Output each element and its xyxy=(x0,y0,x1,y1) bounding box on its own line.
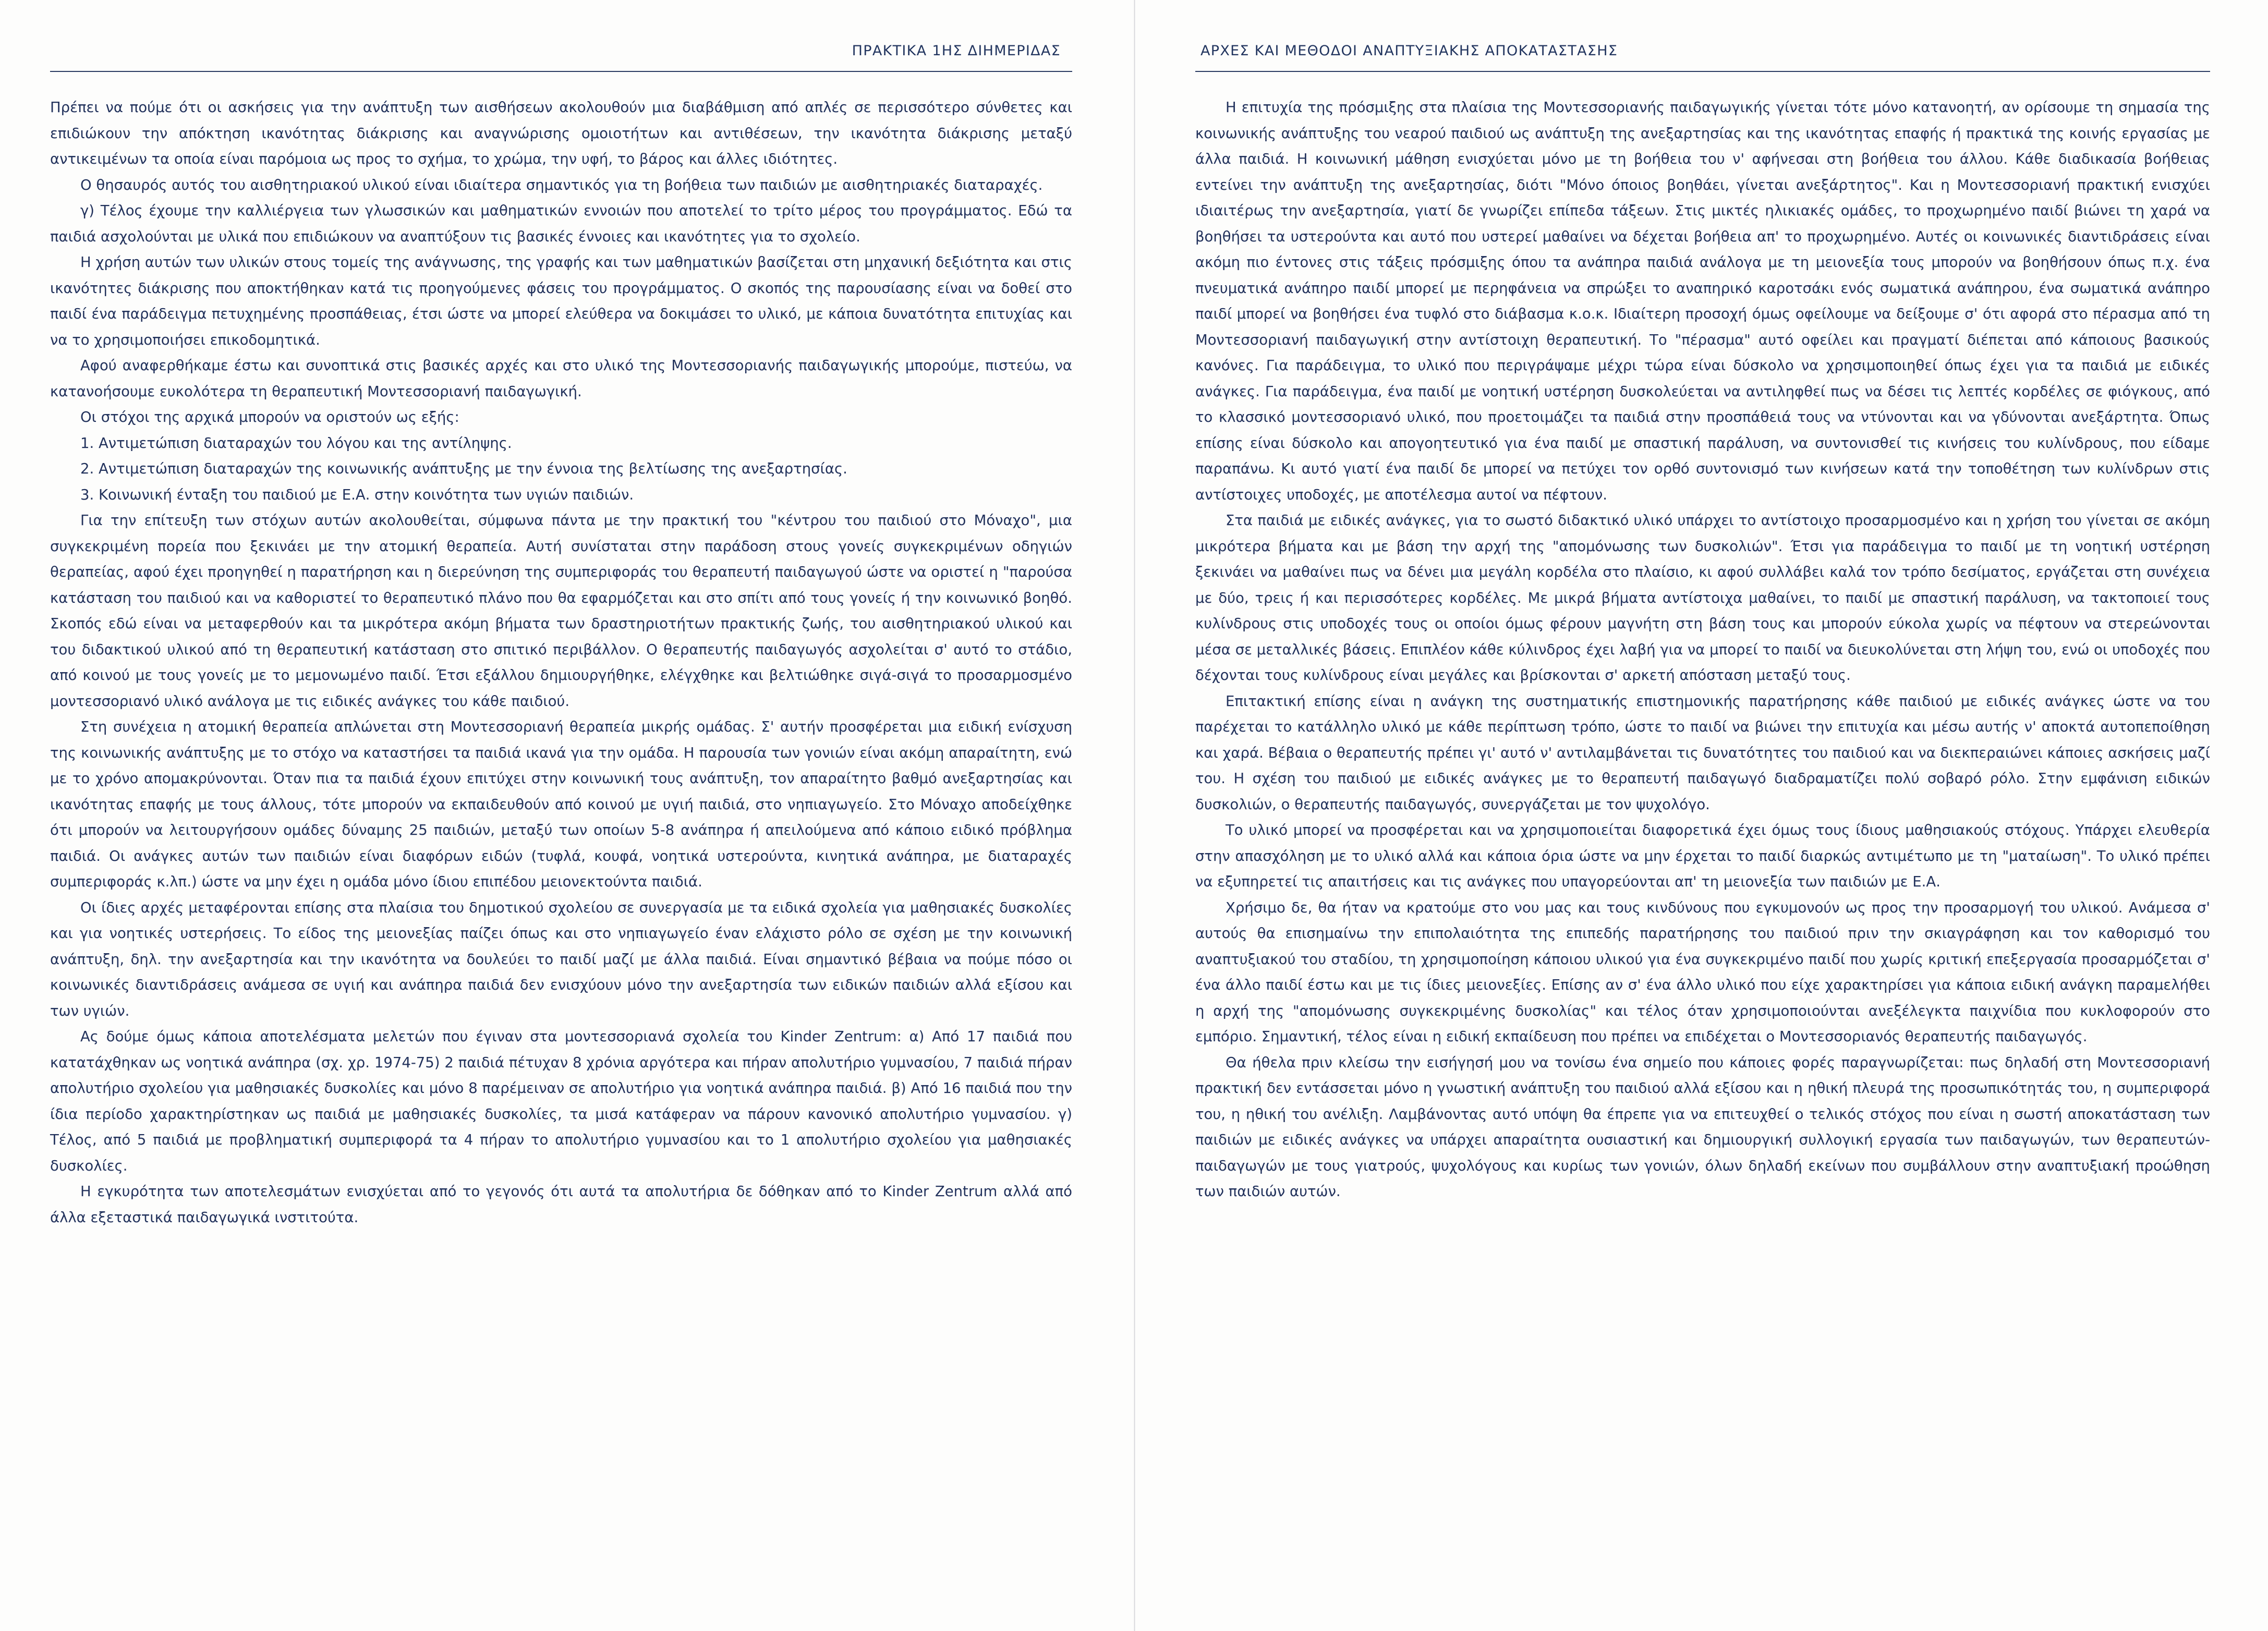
goals-intro: Οι στόχοι της αρχικά μπορούν να οριστούν ως εξής: xyxy=(80,409,459,425)
right-page xyxy=(1134,0,2267,1631)
paragraph: Η χρήση αυτών των υλικών στους τομείς της ανάγνωσης, της γραφής και των μαθηματικών βασίζεται στη μηχανική δεξιότητα και στις ικανότητες διάκρισης που αποκτήθηκαν κατά τις προηγούμενες φάσεις του προγράμματος. Ο σκοπός της παρουσίασης είναι να δοθεί στο παιδί ένα παράδειγμα πετυχημένης προσπάθειας, έτσι ώστε να μπορεί ελεύθερα να δοκιμάσει το υλικό, με κάποια δυνατότητα επιτυχίας και να το χρησιμοποιήσει επικοδομητικά. xyxy=(50,254,1072,348)
goal-item-1: 1. Αντιμετώπιση διαταραχών του λόγου και της αντίληψης. xyxy=(80,434,512,452)
paragraph: Το υλικό μπορεί να προσφέρεται και να χρησιμοποιείται διαφορετικά έχει όμως τους ίδιους μαθησιακούς στόχους. Υπάρχει ελευθερία στην απασχόληση με το υλικό αλλά και κάποια όρια ώστε να μην έρχεται το παιδί διαρκώς αντιμέτωπο με τη "ματαίωση". Το υλικό πρέπει να εξυπηρετεί τις απαιτήσεις και τις ανάγκες που υπαγορεύονται απ' τη μειονεξία των παιδιών με Ε.Α. xyxy=(1195,822,2210,890)
paragraph: Ο θησαυρός αυτός του αισθητηριακού υλικού είναι ιδιαίτερα σημαντικός για τη βοήθεια των παιδιών με αισθητηριακές διαταραχές. xyxy=(80,176,1043,193)
paragraph: Επιτακτική επίσης είναι η ανάγκη της συστηματικής επιστημονικής παρατήρησης κάθε παιδιού με ειδικές ανάγκες ώστε να του παρέχεται το κατάλληλο υλικό με κάθε περίπτωση τρόπο, ώστε το παιδί να βιώνει την επιτυχία και μέσω αυτής ν' αποκτά αυτοπεποίθηση και χαρά. Βέβαια ο θεραπευτής πρέπει γι' αυτό ν' αντιλαμβάνεται τις δυνατότητες του παιδιού και να διεκπεραιώνει κάποιες ασκήσεις μαζί του. Η σχέση του παιδιού με ειδικές ανάγκες με το θεραπευτή παιδαγωγό διαδραματίζει πολύ σοβαρό ρόλο. Στην εμφάνιση ειδικών δυσκολιών, ο θεραπευτής παιδαγωγός, συνεργάζεται με τον ψυχολόγο. xyxy=(1195,692,2210,813)
left-page-body xyxy=(50,95,1072,1231)
paragraph: Στη συνέχεια η ατομική θεραπεία απλώνεται στη Μοντεσσοριανή θεραπεία μικρής ομάδας. Σ' αυτήν προσφέρεται μια ειδική ενίσχυση της κοινωνικής ανάπτυξης με το στόχο να καταστήσει τα παιδιά ικανά για την ομάδα. Η παρουσία των γονιών είναι ακόμη απαραίτητη, ενώ με το χρόνο απομακρύνονται. Όταν πια τα παιδιά έχουν επιτύχει στην κοινωνική τους ανάπτυξη, τον απαραίτητο βαθμό ανεξαρτησίας και ικανότητας επαφής με τους άλλους, τότε μπορούν να εκπαιδευθούν από κοινού με υγιή παιδιά, στο νηπιαγωγείο. Στο Μόναχο αποδείχθηκε ότι μπορούν να λειτουργήσουν ομάδες δύναμης 25 παιδιών, μεταξύ των οποίων 5-8 ανάπηρα ή απειλούμενα από κάποιο ειδικό πρόβλημα παιδιά. Οι ανάγκες αυτών των παιδιών είναι διαφόρων ειδών (τυφλά, κουφά, νοητικά υστερούντα, κινητικά ανάπηρα, με διαταραχές συμπεριφοράς κ.λπ.) ώστε να μην έχει η ομάδα μόνο ίδιου επιπέδου μειονεκτούντα παιδιά. xyxy=(50,719,1072,890)
paragraph: Η εγκυρότητα των αποτελεσμάτων ενισχύεται από το γεγονός ότι αυτά τα απολυτήρια δε δόθηκαν από το Kinder Zentrum αλλά από άλλα εξεταστικά παιδαγωγικά ινστιτούτα. xyxy=(50,1183,1072,1226)
goal-item-3: 3. Κοινωνική ένταξη του παιδιού με Ε.Α. στην κοινότητα των υγιών παιδιών. xyxy=(80,486,634,503)
right-page-body xyxy=(1195,95,2210,1205)
paragraph: Αφού αναφερθήκαμε έστω και συνοπτικά στις βασικές αρχές και στο υλικό της Μοντεσσοριανής παιδαγωγικής μπορούμε, πιστεύω, να κατανοήσουμε ευκολότερα τη θεραπευτική Μοντεσσοριανή παιδαγωγική. xyxy=(50,357,1072,400)
goal-item-2: 2. Αντιμετώπιση διαταραχών της κοινωνικής ανάπτυξης με την έννοια της βελτίωσης της ανεξαρτησίας. xyxy=(80,460,847,477)
left-header-rule xyxy=(50,71,1072,72)
right-header-rule xyxy=(1195,71,2210,72)
left-running-head: ΠΡΑΚΤΙΚΑ 1ΗΣ ΔΙΗΜΕΡΙΔΑΣ xyxy=(852,43,1061,59)
paragraph: Ας δούμε όμως κάποια αποτελέσματα μελετών που έγιναν στα μοντεσσοριανά σχολεία του Kinder Zentrum: α) Από 17 παιδιά που κατατάχθηκαν ως νοητικά ανάπηρα (σχ. χρ. 1974-75) 2 παιδιά πέτυχαν 8 χρόνια αργότερα και πήραν απολυτήριο γυμνασίου, 7 παιδιά πήραν απολυτήριο σχολείου για μαθησιακές δυσκολίες και μόνο 8 παρέμειναν σε απολυτήριο για νοητικά ανάπηρα παιδιά. β) Από 16 παιδιά που την ίδια περίοδο χαρακτηρίστηκαν ως παιδιά με μαθησιακές δυσκολίες, τα μισά κατάφεραν να πάρουν κανονικό απολυτήριο γυμνασίου. γ) Τέλος, από 5 παιδιά με προβληματική συμπεριφορά τα 4 πήραν το απολυτήριο γυμνασίου και το 1 απολυτήριο σχολείου για μαθησιακές δυσκολίες. xyxy=(50,1028,1072,1174)
paragraph: Στα παιδιά με ειδικές ανάγκες, για το σωστό διδακτικό υλικό υπάρχει το αντίστοιχο προσαρμοσμένο και η χρήση του γίνεται σε ακόμη μικρότερα βήματα και με βάση την αρχή της "απομόνωσης των δυσκολιών". Έτσι για παράδειγμα το παιδί με τη νοητική υστέρηση ξεκινάει να μαθαίνει πως να δένει μια μεγάλη κορδέλα στο πλαίσιο, κι αφού συλλάβει καλά τον τρόπο δεσίματος, εργάζεται στη συνέχεια με δύο, τρεις ή και περισσότερες κορδέλες. Με μικρά βήματα αντίστοιχα μαθαίνει, το παιδί με σπαστική παράλυση, να τακτοποιεί τους κυλίνδρους στις υποδοχές τους οι οποίοι όμως φέρουν μαγνήτη στη βάση τους και μπορούν εύκολα χωρίς να πέφτουν να στερεώνονται μέσα σε μεταλλικές βάσεις. Επιπλέον κάθε κύλινδρος έχει λαβή για να μπορεί το παιδί να διευκολύνεται στη λήψη του, ενώ οι υποδοχές που δέχονται τους κυλίνδρους είναι μεγάλες και βρίσκονται σ' αρκετή απόσταση μεταξύ τους. xyxy=(1195,512,2210,684)
paragraph: Οι ίδιες αρχές μεταφέρονται επίσης στα πλαίσια του δημοτικού σχολείου σε συνεργασία με τα ειδικά σχολεία για μαθησιακές δυσκολίες και για νοητικές υστερήσεις. Το είδος της μειονεξίας παίζει όπως και στο νηπιαγωγείο έναν ελάχιστο ρόλο σε σχέση με την κοινωνική ανάπτυξη, δηλ. την ανεξαρτησία και την ικανότητα να δουλεύει το παιδί μαζί με άλλα παιδιά. Είναι σημαντικό βέβαια να πούμε πόσο οι κοινωνικές διαντιδράσεις ανάμεσα σε υγιή και ανάπηρα παιδιά δεν ενισχύουν μόνο την ανεξαρτησία των ειδικών παιδιών αλλά εξίσου και των υγιών. xyxy=(50,899,1072,1019)
paragraph: γ) Τέλος έχουμε την καλλιέργεια των γλωσσικών και μαθηματικών εννοιών που αποτελεί το τρίτο μέρος του προγράμματος. Εδώ τα παιδιά ασχολούνται με υλικά που επιδιώκουν να αναπτύξουν τις βασικές έννοιες και ικανότητες για το σχολείο. xyxy=(50,202,1072,245)
paragraph: Χρήσιμο δε, θα ήταν να κρατούμε στο νου μας και τους κινδύνους που εγκυμονούν ως προς την προσαρμογή του υλικού. Ανάμεσα σ' αυτούς θα επισημαίνω την επιπολαιότητα της επιπεδής παρατήρησης του παιδιού πριν την σκιαγράφηση και τον καθορισμό του αναπτυξιακού του σταδίου, τη χρησιμοποίηση κάποιου υλικού για ένα συγκεκριμένο παιδί που χωρίς κριτική επεξεργασία προσαρμόζεται σ' ένα άλλο παιδί έστω και με τις ίδιες μειονεξίες. Επίσης αν σ' ένα άλλο υλικό που είχε χαρακτηρίσει για κάποια ειδική ανάγκη παραμελήθει η αρχή της "απομόνωσης συγκεκριμένης δυσκολίας" και τέλος όταν χρησιμοποιούνται ανεξέλεγκτα παιχνίδια που κυκλοφορούν στο εμπόριο. Σημαντική, τέλος είναι η ειδική εκπαίδευση που πρέπει να επιδέχεται ο Μοντεσσοριανός θεραπευτής παιδαγωγός. xyxy=(1195,899,2210,1045)
right-running-head: ΑΡΧΕΣ ΚΑΙ ΜΕΘΟΔΟΙ ΑΝΑΠΤΥΞΙΑΚΗΣ ΑΠΟΚΑΤΑΣΤΑΣΗΣ xyxy=(1200,43,1618,59)
paragraph: Πρέπει να πούμε ότι οι ασκήσεις για την ανάπτυξη των αισθήσεων ακολουθούν μια διαβάθμιση από απλές σε περισσότερο σύνθετες και επιδιώκουν την απόκτηση ικανότητας διάκρισης και αναγνώρισης ομοιοτήτων και αντιθέσεων, την ικανότητα διάκρισης μεταξύ αντικειμένων τα οποία είναι παρόμοια ως προς το σχήμα, το χρώμα, την υφή, το βάρος και άλλες ιδιότητες. xyxy=(50,99,1072,167)
paragraph: Η επιτυχία της πρόσμιξης στα πλαίσια της Μοντεσσοριανής παιδαγωγικής γίνεται τότε μόνο κατανοητή, αν ορίσουμε τη σημασία της κοινωνικής ανάπτυξης του νεαρού παιδιού ως ανάπτυξη της ανεξαρτησίας και της ικανότητας επαφής ή πρακτικά της κοινής εργασίας με άλλα παιδιά. Η κοινωνική μάθηση ενισχύεται μόνο με τη βοήθεια του ν' αφήνεσαι στη βοήθεια του άλλου. Κάθε διαδικασία βοήθειας εντείνει την ανάπτυξη της ανεξαρτησίας, διότι "Μόνο όποιος βοηθάει, γίνεται ανεξάρτητος". Και η Μοντεσσοριανή πρακτική ενισχύει ιδιαιτέρως την ανεξαρτησία, γιατί δε γνωρίζει επίπεδα τάξεων. Στις μικτές ηλικιακές ομάδες, το προχωρημένο παιδί βιώνει τη χαρά να βοηθήσει τα υστερούντα και αυτό που υστερεί μαθαίνει να δέχεται βοήθεια απ' το προχωρημένο. Αυτές οι κοινωνικές διαντιδράσεις είναι ακόμη πιο έντονες στις τάξεις πρόσμιξης όπου τα ανάπηρα παιδιά ανάλογα με τη μειονεξία τους μπορούν να βοηθήσουν όπως π.χ. ένα πνευματικά ανάπηρο παιδί μπορεί με περηφάνεια να σπρώξει το αναπηρικό καροτσάκι ενός σωματικά ανάπηρου, ένα σωματικά ανάπηρο παιδί μπορεί να βοηθήσει ένα τυφλό στο διάβασμα κ.ο.κ. Ιδιαίτερη προσοχή όμως οφείλουμε να δείξουμε σ' ότι αφορά στο πέρασμα από τη Μοντεσσοριανή παιδαγωγική στην αντίστοιχη θεραπευτική. Το "πέρασμα" αυτό οφείλει και πραγματί διέπεται από κάποιους βασικούς κανόνες. Για παράδειγμα, το υλικό που περιγράψαμε μέχρι τώρα είναι δύσκολο να χρησιμοποιηθεί όπως έχει για τα παιδιά με ειδικές ανάγκες. Για παράδειγμα, ένα παιδί με νοητική υστέρηση δυσκολεύεται να αντιληφθεί πως να δέσει τις λεπτές κορδέλες σε φιόγκους, από το κλασσικό μοντεσσοριανό υλικό, που προετοιμάζει τα παιδιά στην προσπάθειά τους να ντύνονται και να γδύνονται ανεξάρτητα. Όπως επίσης είναι δύσκολο και απογοητευτικό για ένα παιδί με σπαστική παράλυση, να συντονισθεί τις κινήσεις του κυλίνδρους, που είδαμε παραπάνω. Κι αυτό γιατί ένα παιδί δε μπορεί να πετύχει τον ορθό συντονισμό των κινήσεων κατά την τοποθέτηση των κυλίνδρων στις αντίστοιχες υποδοχές, με αποτέλεσμα αυτοί να πέφτουν. xyxy=(1195,99,2210,503)
paragraph: Θα ήθελα πριν κλείσω την εισήγησή μου να τονίσω ένα σημείο που κάποιες φορές παραγνωρίζεται: πως δηλαδή στη Μοντεσσοριανή πρακτική δεν εντάσσεται μόνο η γνωστική ανάπτυξη του παιδιού αλλά εξίσου και η ηθική πλευρά της προσωπικότητάς του, η συμπεριφορά του, η ηθική του ανέλιξη. Λαμβάνοντας αυτό υπόψη θα έπρεπε για να επιτευχθεί ο τελικός στόχος που είναι η σωστή αποκατάσταση των παιδιών με ειδικές ανάγκες να υπάρχει απαραίτητα ουσιαστική και δημιουργική συλλογική εργασία των παιδαγωγών, των θεραπευτών-παιδαγωγών με τους γιατρούς, ψυχολόγους και κυρίως των γονιών, όλων δηλαδή εκείνων που συμβάλλουν στην αναπτυξιακή προώθηση των παιδιών αυτών. xyxy=(1195,1054,2210,1200)
paragraph: Για την επίτευξη των στόχων αυτών ακολουθείται, σύμφωνα πάντα με την πρακτική του "κέντρου του παιδιού στο Μόναχο", μια συγκεκριμένη πορεία που ξεκινάει με την ατομική θεραπεία. Αυτή συνίσταται στην παράδοση στους γονείς συγκεκριμένων οδηγιών θεραπείας, αφού έχει προηγηθεί η παρατήρηση και η διερεύνηση της συμπεριφοράς του θεραπευτή παιδαγωγού ώστε να οριστεί η "παρούσα κατάσταση του παιδιού και να καθοριστεί το θεραπευτικό πλάνο που θα εφαρμόζεται και στο σπίτι από τους γονείς ή την κοινωνικό βοηθό. Σκοπός εδώ είναι να μεταφερθούν και τα μικρότερα ακόμη βήματα των δραστηριοτήτων πρακτικής ζωής, του αισθητηριακού υλικού και του διδακτικού υλικού από τη θεραπευτική κατάσταση στο σπιτικό περιβάλλον. Ο θεραπευτής παιδαγωγός ασχολείται σ' αυτό το στάδιο, από κοινού με τους γονείς με το μεμονωμένο παιδί. Έτσι εξάλλου δημιουργήθηκε, ελέγχθηκε και βελτιώθηκε σιγά-σιγά το προσαρμοσμένο μοντεσσοριανό υλικό ανάλογα με τις ειδικές ανάγκες του κάθε παιδιού. xyxy=(50,512,1072,710)
